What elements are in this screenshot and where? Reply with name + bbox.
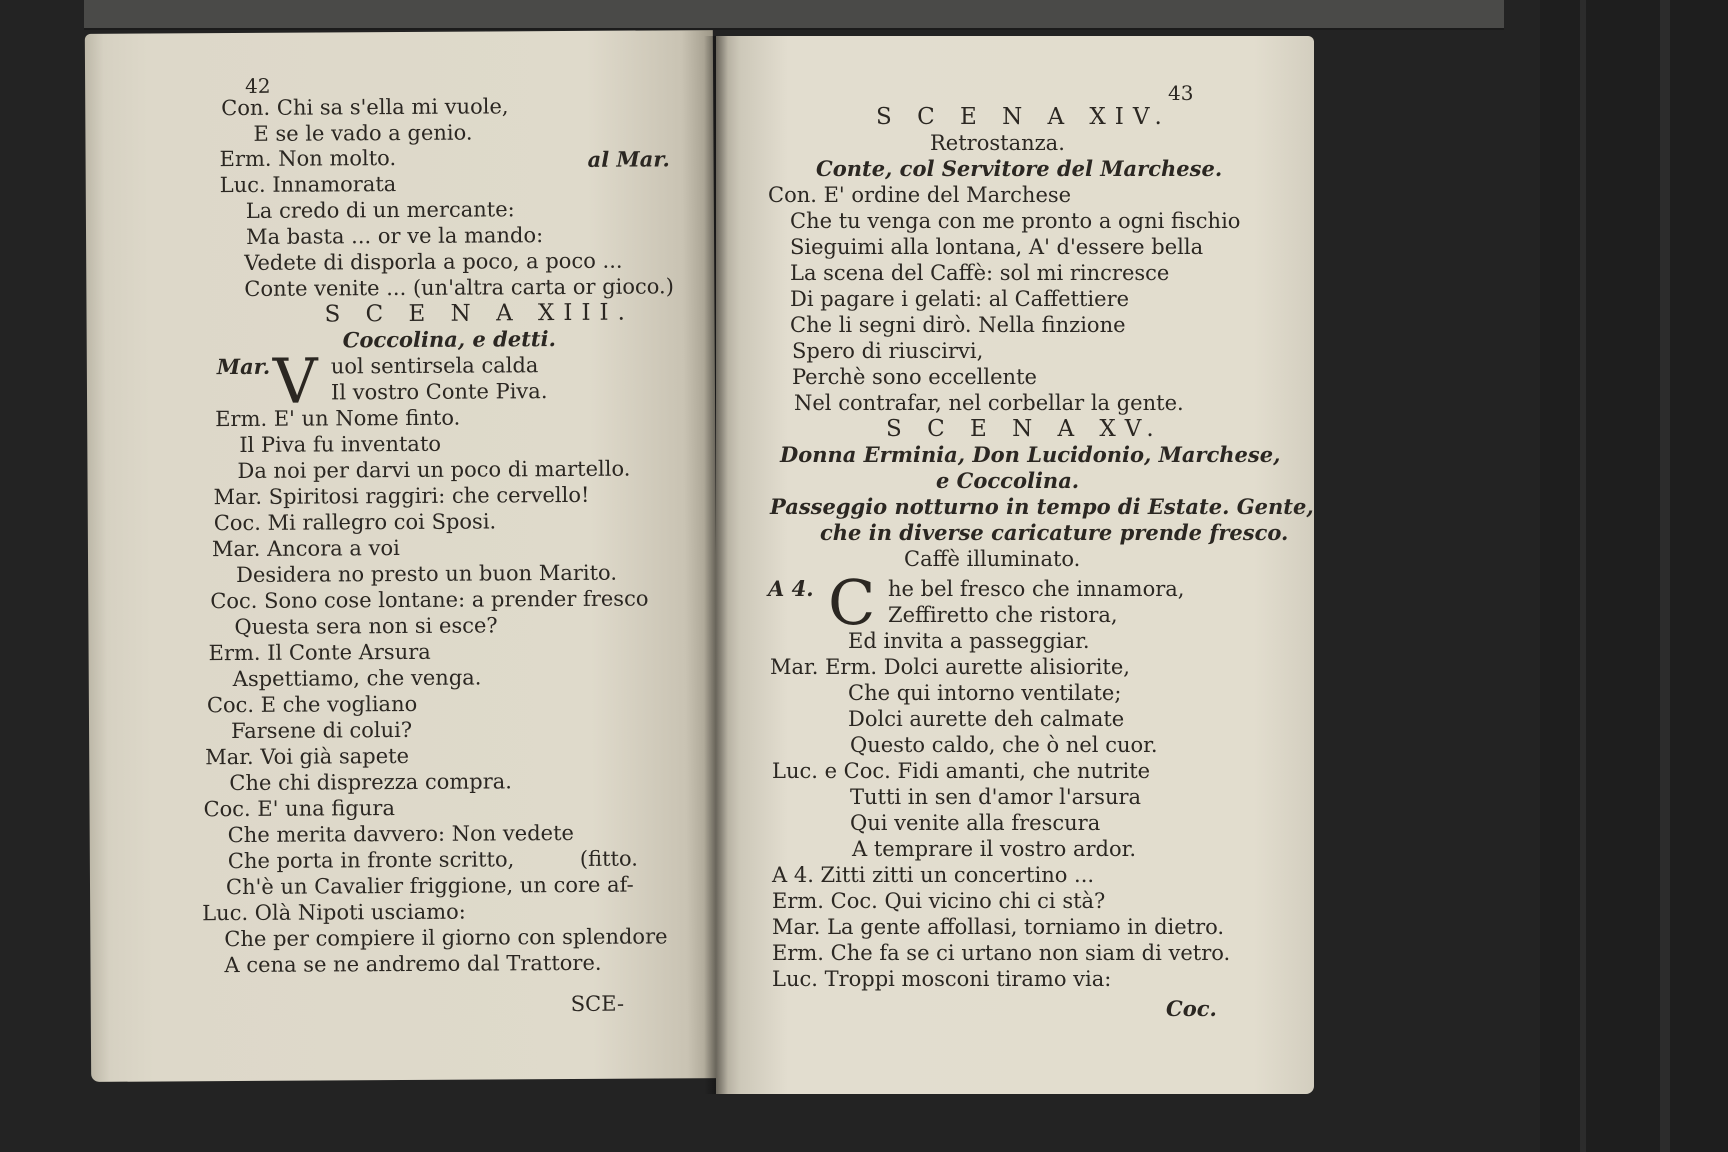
text-line: Da noi per darvi un poco di martello. [237, 456, 631, 484]
text-line: Che qui intorno ventilate; [848, 681, 1122, 705]
text-line: Questa sera non si esce? [234, 613, 498, 640]
text-line: Desidera no presto un buon Marito. [236, 560, 618, 588]
text-line: Erm. Coc. Qui vicino chi ci stà? [772, 889, 1106, 913]
stage-direction: al Mar. [587, 146, 670, 172]
text-line: Conte venite ... (un'altra carta or gioco.) [244, 274, 674, 301]
drop-cap: V [272, 344, 318, 418]
setting: Caffè illuminato. [904, 547, 1081, 571]
page-number: 42 [245, 73, 271, 98]
character-list: Coccolina, e detti. [342, 326, 556, 353]
text-line: Che per compiere il giorno con splendore [224, 924, 668, 952]
text-line: Coc. Mi rallegro coi Sposi. [213, 509, 497, 536]
text-line: E se le vado a genio. [253, 120, 473, 146]
text-line: Erm. Il Conte Arsura [208, 639, 431, 666]
text-line: Coc. E che vogliano [206, 691, 418, 718]
text-line: Qui venite alla frescura [850, 811, 1101, 835]
text-line: Tutti in sen d'amor l'arsura [850, 785, 1142, 809]
text-line: Aspettiamo, che venga. [232, 665, 482, 692]
book-gutter [704, 36, 728, 1094]
setting: Retrostanza. [930, 131, 1065, 155]
text-line: Coc. E' una figura [203, 796, 396, 822]
text-line: Farsene di colui? [230, 717, 413, 744]
text-line: Ch'è un Cavalier friggione, un core af- [225, 872, 634, 900]
text-line: Erm. Che fa se ci urtano non siam di vetro. [772, 941, 1231, 965]
text-line: Erm. Non molto. [219, 146, 397, 172]
text-line: La credo di un mercante: [245, 197, 515, 223]
text-line: La scena del Caffè: sol mi rincresce [790, 261, 1170, 285]
speaker: A 4. [768, 576, 814, 601]
catchword: Coc. [1166, 996, 1217, 1021]
text-line: Che chi disprezza compra. [229, 769, 512, 796]
text-line: Dolci aurette deh calmate [848, 707, 1125, 731]
text-line: Questo caldo, che ò nel cuor. [850, 733, 1158, 757]
text-line: Mar. Spiritosi raggiri: che cervello! [213, 482, 590, 510]
character-list: Donna Erminia, Don Lucidonio, Marchese, [780, 442, 1281, 467]
left-page [85, 30, 719, 1082]
text-line: Luc. Olà Nipoti usciamo: [202, 899, 466, 926]
character-list: Conte, col Servitore del Marchese. [816, 156, 1223, 181]
text-line: A temprare il vostro ardor. [852, 837, 1137, 861]
text-line: A 4. Zitti zitti un concertino ... [772, 863, 1095, 887]
background-right [1540, 0, 1728, 1152]
scanner-top-strip [84, 0, 1504, 30]
text-line: uol sentirsela calda [330, 353, 539, 379]
scene-heading: S C E N A XV. [886, 416, 1163, 442]
text-line: Perchè sono eccellente [792, 365, 1037, 389]
text-line: Di pagare i gelati: al Caffettiere [790, 287, 1130, 311]
text-line: Coc. Sono cose lontane: a prender fresco [210, 586, 649, 614]
text-line: Vedete di disporla a poco, a poco ... [244, 248, 623, 275]
text-line: Spero di riuscirvi, [792, 339, 984, 363]
speaker: Mar. [216, 353, 271, 380]
text-line: Ed invita a passeggiar. [848, 629, 1090, 653]
text-line: Mar. La gente affollasi, torniamo in dietro. [772, 915, 1225, 939]
text-line: (fitto. [579, 846, 638, 871]
text-line: Sieguimi alla lontana, A' d'essere bella [790, 235, 1204, 259]
text-line: Nel contrafar, nel corbellar la gente. [794, 391, 1184, 415]
text-line: Mar. Erm. Dolci aurette alisiorite, [770, 655, 1130, 679]
text-line: Che li segni dirò. Nella finzione [790, 313, 1126, 337]
scene-heading: S C E N A XIII. [324, 299, 634, 328]
character-list: e Coccolina. [936, 468, 1080, 493]
text-line: Che tu venga con me pronto a ogni fischio [790, 209, 1241, 233]
scene-heading: S C E N A XIV. [876, 104, 1171, 130]
page-number: 43 [1168, 81, 1194, 105]
text-line: Ma basta ... or ve la mando: [245, 223, 544, 249]
text-line: Con. E' ordine del Marchese [768, 183, 1072, 207]
text-line: Che merita davvero: Non vedete [227, 820, 575, 848]
right-page [716, 36, 1314, 1094]
stage-direction: Passeggio notturno in tempo di Estate. Gente, [770, 494, 1314, 519]
drop-cap: C [828, 566, 876, 639]
stage-direction: che in diverse caricature prende fresco. [820, 520, 1289, 545]
catchword: SCE- [570, 991, 625, 1016]
text-line: Mar. Voi già sapete [205, 743, 410, 770]
text-line: Mar. Ancora a voi [211, 536, 400, 562]
text-line: Con. Chi sa s'ella mi vuole, [221, 94, 509, 121]
text-line: Zeffiretto che ristora, [888, 603, 1118, 627]
text-line: he bel fresco che innamora, [888, 577, 1185, 601]
text-line: Il Piva fu inventato [239, 431, 442, 457]
text-line: Luc. e Coc. Fidi amanti, che nutrite [772, 759, 1151, 783]
text-line: Erm. E' un Nome finto. [215, 405, 461, 432]
text-line: Che porta in fronte scritto, [227, 847, 515, 874]
text-line: Luc. Innamorata [219, 172, 397, 198]
text-line: Luc. Troppi mosconi tiramo via: [772, 967, 1112, 991]
text-line: Il vostro Conte Piva. [330, 379, 548, 405]
text-line: A cena se ne andremo dal Trattore. [224, 950, 602, 978]
